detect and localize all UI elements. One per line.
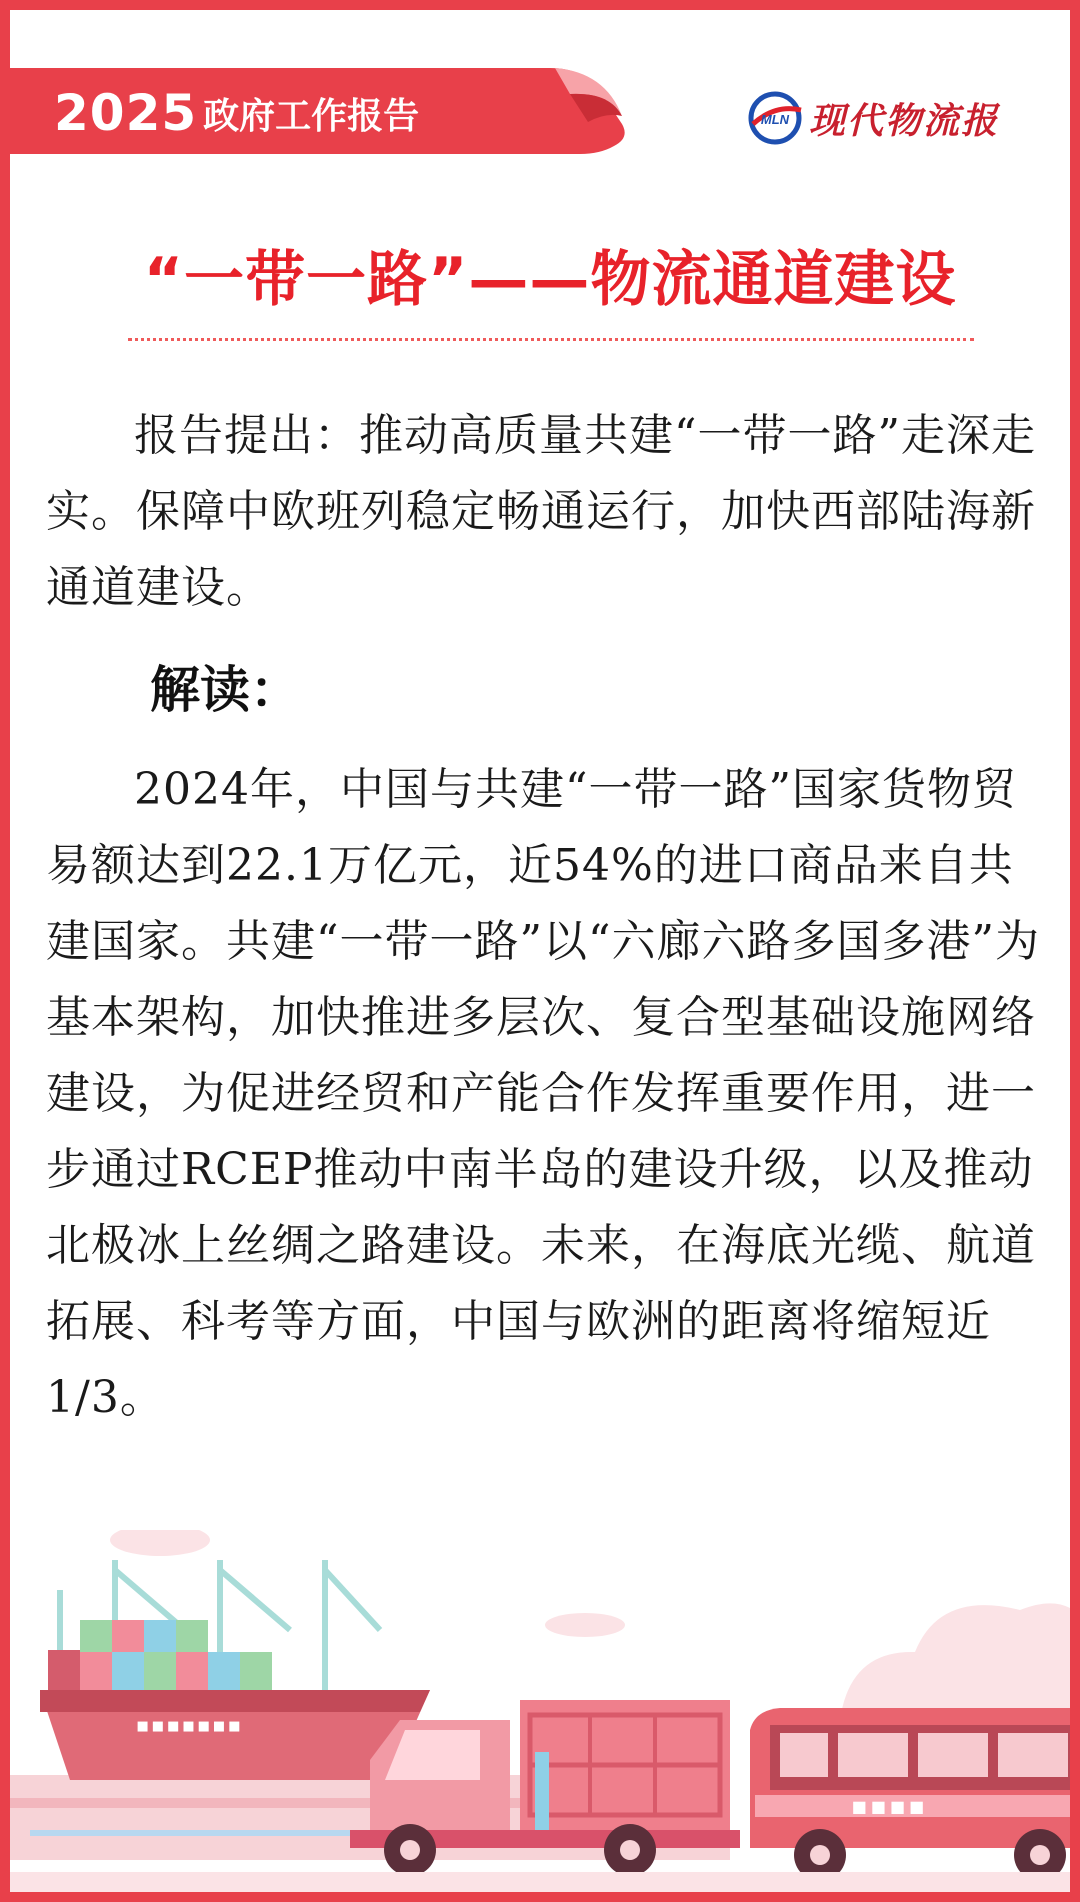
interpretation-body: 2024年，中国与共建“一带一路”国家货物贸易额达到22.1万亿元，近54%的进口商品来自共建国家。共建“一带一路”以“六廊六路多国多港”为基本架构，加快推进多层次、复合型基础设施网络建设，为促进经贸和产能合作发挥重要作用，进一步通过RCEP推动中南半岛的建设升级，以及推动北极冰上丝绸之路建设。未来，在海底光缆、航道拓展、科考等方面，中国与欧洲的距离将缩短近1/3。 [46,764,1040,1423]
interpretation-heading: 解读： [150,661,300,719]
page-title: “一带一路”——物流通道建设 [143,245,957,315]
banner-year: 2025 [54,84,198,142]
logo-mark-text: MLN [760,112,790,127]
road [10,1872,1080,1902]
passenger-bus [750,1708,1080,1881]
banner-label [54,84,419,142]
title-divider [128,338,974,341]
logo-name: 现代物流报 [809,99,1000,142]
logistics-illustration [10,1530,1080,1902]
cargo-ship [40,1620,430,1780]
banner-title: 政府工作报告 [203,95,420,137]
report-excerpt: 报告提出：推动高质量共建“一带一路”走深走实。保障中欧班列稳定畅通运行，加快西部陆海新通道建设。 [46,410,1036,613]
bus-sign: ■■■■ [851,1797,929,1816]
ship-windows: ■■■■■■■ [136,1719,244,1734]
logo-globe-icon [745,90,805,146]
newspaper-logo [745,88,999,148]
